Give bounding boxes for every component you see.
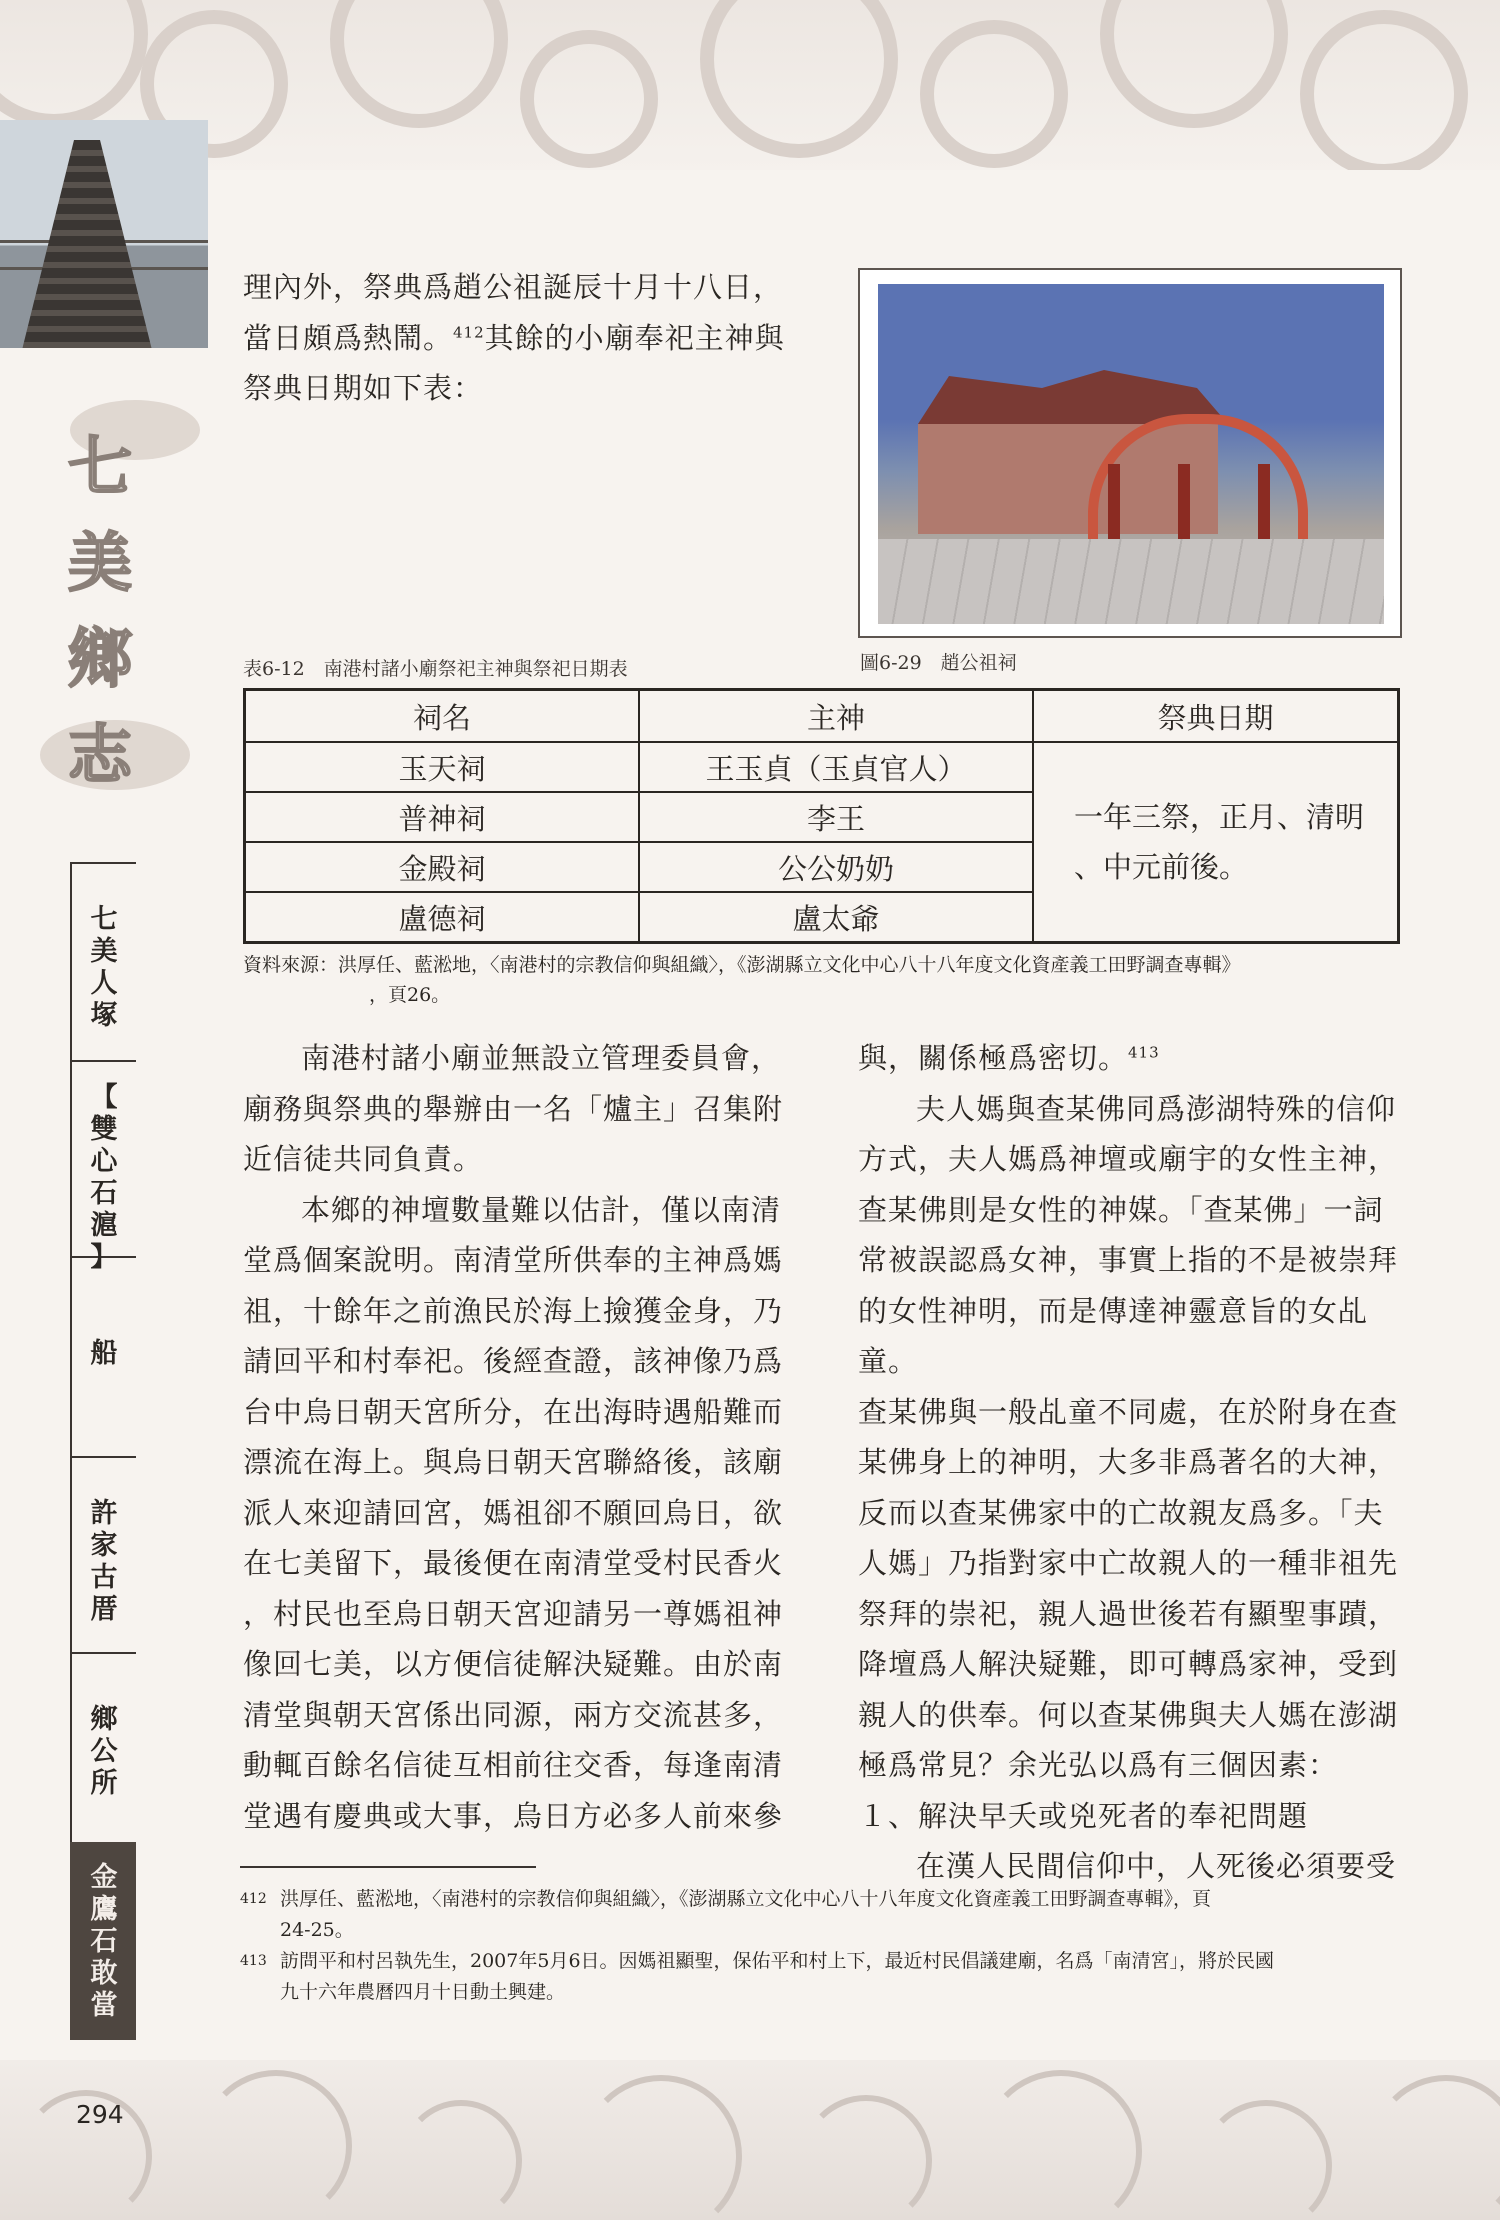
text-line: 堂遇有慶典或大事，烏日方必多人前來參 [243, 1798, 784, 1833]
footnote-413 [240, 1946, 1410, 2008]
zhao-gongzu-temple-photo [878, 284, 1384, 624]
text-line: 夫人媽與查某佛同爲澎湖特殊的信仰 [916, 1091, 1397, 1126]
nav-tab-label: 【 雙 心 石 滬 】 [90, 1082, 118, 1273]
table-cell: 盧太爺 [639, 892, 1033, 943]
footnote-ref-413[interactable]: 413 [1128, 1043, 1160, 1062]
nav-tab-twin-heart-weir[interactable] [70, 1060, 136, 1273]
text-line: 動輒百餘名信徒互相前往交香，每逢南清 [243, 1748, 784, 1782]
text-line: 常被誤認爲女神，事實上指的不是被崇拜 [858, 1243, 1399, 1277]
text-line: 親人的供奉。何以查某佛與夫人媽在澎湖 [858, 1697, 1399, 1732]
decorative-cloud-band-top [0, 0, 1500, 170]
nav-tab-label: 金 鷹 石 敢 當 [90, 1862, 118, 2021]
text-line: 清堂與朝天宮係出同源，兩方交流甚多， [243, 1697, 784, 1732]
text-line: 反而以查某佛家中的亡故親友爲多。「夫 [858, 1495, 1384, 1530]
footnote-text: 訪問平和村呂執先生，2007年5月6日。因媽祖顯聖，保佑平和村上下，最近村民倡議建廟，名爲「南清宮」，將於民國 九十六年農曆四月十日動土興建。 [280, 1950, 1275, 2003]
page-number: 294 [76, 2100, 124, 2129]
table-header-cell: 主神 [639, 690, 1033, 743]
nav-tab-eagle-stone[interactable] [70, 1842, 136, 2040]
intro-line: 理內外，祭典爲趙公祖誕辰十月十八日， [243, 270, 784, 304]
text-line: 查某佛與一般乩童不同處，在於附身在查 [858, 1394, 1399, 1429]
table-header-cell: 祠名 [245, 690, 640, 743]
nav-tab-hsu-old-house[interactable] [70, 1456, 136, 1652]
table-cell-date: 一年三祭，正月、清明 、中元前後。 [1033, 742, 1399, 943]
footnote-ref-412[interactable]: 412 [453, 322, 485, 341]
text-line: 在漢人民間信仰中，人死後必須要受 [916, 1849, 1397, 1883]
nav-tab-township-office[interactable] [70, 1652, 136, 1842]
table-cell: 盧德祠 [245, 892, 640, 943]
text-line: 人媽」乃指對家中亡故親人的一種非祖先 [858, 1546, 1399, 1580]
text-line: 廟務與祭典的舉辦由一名「爐主」召集附 [243, 1091, 784, 1126]
text-line: 方式，夫人媽爲神壇或廟宇的女性主神， [858, 1142, 1399, 1176]
table-cell: 金殿祠 [245, 842, 640, 892]
table-row [245, 742, 1399, 792]
corner-photo [0, 120, 208, 348]
nav-tab-qimei-tomb[interactable] [70, 862, 136, 1060]
book-title-vertical: 七 美 鄉 志 [68, 430, 132, 793]
text-line: 請回平和村奉祀。後經查證，該神像乃爲 [243, 1344, 784, 1378]
table-cell: 玉天祠 [245, 742, 640, 792]
intro-paragraph [243, 262, 803, 414]
table-source: 資料來源：洪厚任、藍淞地，〈南港村的宗教信仰與組織〉，《澎湖縣立文化中心八十八年度文化資產義工田野調查專輯》 ，頁26。 [243, 954, 1241, 1006]
text-line: ，村民也至烏日朝天宮迎請另一尊媽祖神 [243, 1596, 784, 1631]
text-line: 像回七美，以方便信徒解決疑難。由於南 [243, 1647, 784, 1681]
table-header-cell: 祭典日期 [1033, 690, 1399, 743]
left-column-text [243, 1033, 803, 1841]
temple-deity-table [243, 688, 1400, 944]
nav-tab-label: 七 美 人 塚 [90, 904, 118, 1031]
footnote-number: 413 [240, 1953, 267, 1969]
footnote-412 [240, 1884, 1410, 1946]
footnote-number: 412 [240, 1891, 267, 1907]
text-line: １、解決早夭或兇死者的奉祀問題 [858, 1798, 1309, 1833]
table-cell: 李王 [639, 792, 1033, 842]
text-line: 在七美留下，最後便在南清堂受村民香火 [243, 1546, 784, 1580]
intro-line: 祭典日期如下表： [243, 371, 484, 405]
text-line: 南港村諸小廟並無設立管理委員會， [301, 1041, 782, 1075]
footnotes [240, 1884, 1410, 2008]
nav-tab-label: 船 [90, 1338, 118, 1369]
text-line: 本鄉的神壇數量難以估計，僅以南清 [301, 1192, 782, 1227]
text-line: 的女性神明，而是傳達神靈意旨的女乩童。 [858, 1293, 1369, 1378]
table-cell: 王玉貞（玉貞官人） [639, 742, 1033, 792]
table-cell: 公公奶奶 [639, 842, 1033, 892]
text-line: 極爲常見？余光弘以爲有三個因素： [858, 1748, 1339, 1782]
temple-photo-frame [858, 268, 1402, 638]
text-line: 與，關係極爲密切。$^{413}$ [858, 1041, 1160, 1075]
intro-line: 當日頗爲熱鬧。$^{412}$其餘的小廟奉祀主神與 [243, 320, 785, 355]
nav-tab-label: 許 家 古 厝 [90, 1498, 118, 1625]
text-line: 祭拜的崇祀，親人過世後若有顯聖事蹟， [858, 1596, 1399, 1631]
table-cell: 普神祠 [245, 792, 640, 842]
nav-tab-label: 鄉 公 所 [90, 1704, 118, 1799]
text-line: 派人來迎請回宮，媽祖卻不願回烏日，欲 [243, 1495, 784, 1530]
text-line: 降壇爲人解決疑難，即可轉爲家神，受到 [858, 1647, 1399, 1681]
footnote-text: 洪厚任、藍淞地，〈南港村的宗教信仰與組織〉，《澎湖縣立文化中心八十八年度文化資產義工田野調查專輯》，頁 24-25。 [280, 1888, 1212, 1941]
text-line: 堂爲個案說明。南清堂所供奉的主神爲媽 [243, 1243, 784, 1277]
text-line: 查某佛則是女性的神媒。「查某佛」一詞 [858, 1192, 1384, 1227]
table-caption: 表6-12 南港村諸小廟祭祀主神與祭祀日期表 [243, 658, 628, 680]
text-line: 台中烏日朝天宮所分，在出海時遇船難而 [243, 1394, 784, 1429]
decorative-wave-band-bottom [0, 2060, 1500, 2220]
right-column-text [858, 1033, 1418, 1892]
side-nav [70, 862, 136, 2040]
text-line: 祖，十餘年之前漁民於海上撿獲金身，乃 [243, 1293, 784, 1328]
nav-tab-boat[interactable] [70, 1256, 136, 1456]
figure-caption: 圖6-29 趙公祖祠 [860, 652, 1017, 674]
text-line: 漂流在海上。與烏日朝天宮聯絡後，該廟 [243, 1445, 784, 1479]
footnote-rule [240, 1866, 536, 1868]
text-line: 近信徒共同負責。 [243, 1142, 484, 1176]
text-line: 某佛身上的神明，大多非爲著名的大神， [858, 1445, 1399, 1479]
table-header-row [245, 690, 1399, 743]
